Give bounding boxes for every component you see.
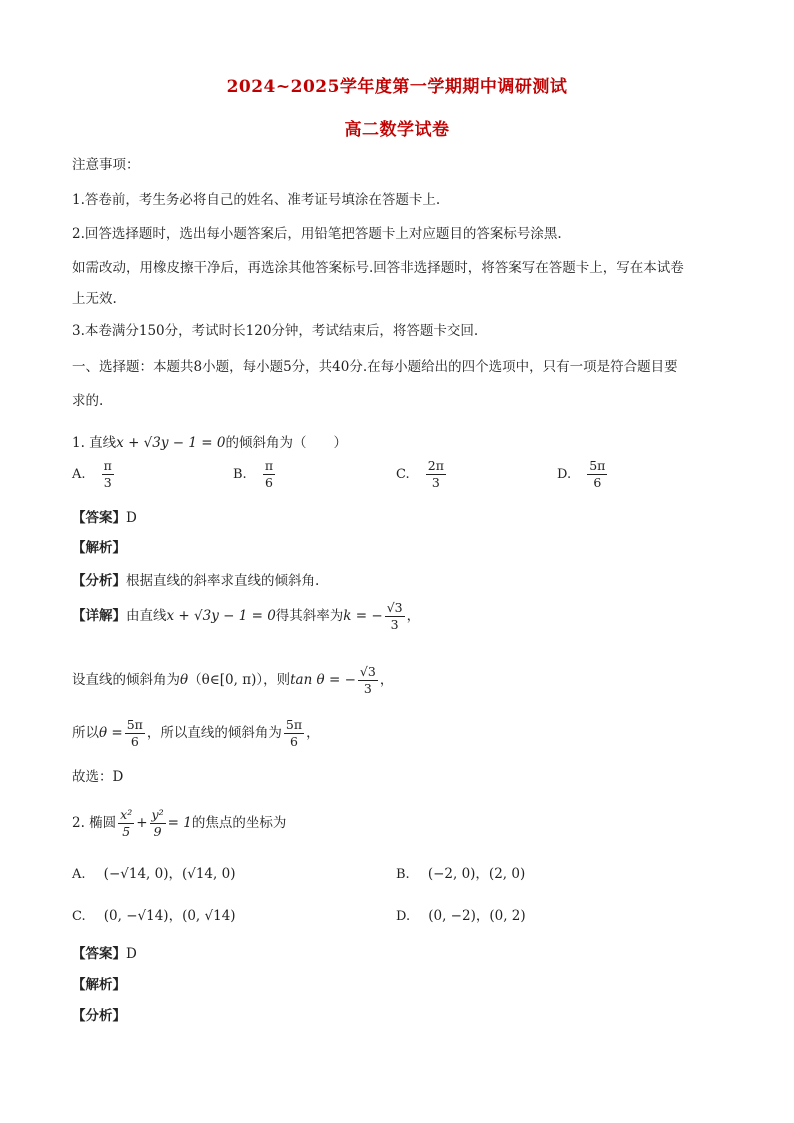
q2-option-d-text: (0, −2)，(0, 2) [428,908,526,924]
q1-detail-c: ， [406,608,421,624]
q1-detail-frac-num: √3 [386,600,403,615]
q1-set [72,664,393,697]
exam-title: 2024~2025学年度第一学期期中调研测试 [226,77,568,97]
q1-option-c [396,458,448,491]
notes-item-3: 3.本卷满分150分，考试时长120分钟，考试结束后，将答题卡交回. [72,323,479,339]
notes-item-2b: 如需改动，用橡皮擦干净后，再选涂其他答案标号.回答非选择题时，将答案写在答题卡上，写在本试卷 [72,260,684,276]
q1-option-c-den: 3 [431,475,440,490]
q2-option-c-text: (0, −√14)，(0, √14) [103,908,236,924]
q1-set-frac-den: 3 [363,681,372,696]
q1-so-frac2-den: 6 [290,734,298,749]
q1-option-b-den: 6 [264,475,273,490]
notes-item-2a: 2.回答选择题时，选出每小题答案后，用铅笔把答题卡上对应题目的答案标号涂黑. [72,226,562,242]
q1-set-frac-num: √3 [359,664,376,679]
q1-fenxi-tag: 【分析】 [72,573,126,589]
q1-set-range: （θ∈[0, π)），则 [188,672,291,688]
q1-set-a: 设直线的倾斜角为 [72,672,180,688]
q2-analysis-tag: 【解析】 [72,977,126,993]
q1-option-c-label: C. [396,467,410,482]
q2-five: 5 [122,824,131,839]
exam-subtitle: 高二数学试卷 [344,120,450,140]
q1-detail-k: k = − [343,608,383,624]
q2-fenxi-tag: 【分析】 [72,1008,126,1024]
q2-suffix: 的焦点的坐标为 [191,815,287,831]
q1-option-a-label: A. [72,467,86,482]
q2-option-d [396,904,526,924]
q1-option-c-num: 2π [427,458,444,473]
q1-option-a-num: π [103,458,112,473]
q2-x2: x² [120,807,133,822]
q1-option-b [233,458,277,491]
q2-option-d-label: D. [396,909,411,924]
q1-analysis-tag: 【解析】 [72,540,126,556]
q2-option-b-label: B. [396,867,410,882]
q2-option-c-label: C. [72,909,86,924]
q2-option-a-text: (−√14, 0)，(√14, 0) [103,866,236,882]
q2-prefix: 2. 椭圆 [72,815,117,831]
q1-detail-eq: x + √3y − 1 = 0 [166,608,276,624]
q2-y2: y² [151,807,164,822]
q1-so-theta: θ = [99,725,123,741]
q1-option-a [72,458,116,491]
q1-option-b-label: B. [233,467,247,482]
q1-option-d-label: D. [557,467,572,482]
q1-option-d-num: 5π [589,458,606,473]
q1-choice: 故选：D [72,769,124,785]
q2-plus: + [136,815,148,831]
q1-option-b-num: π [264,458,274,473]
q2-option-a-label: A. [72,867,86,882]
q1-so-frac1-num: 5π [126,717,143,732]
q1-stem [72,431,347,451]
q1-set-theta: θ [180,672,189,688]
q1-suffix: 的倾斜角为（ ） [225,435,347,451]
q1-option-d [557,458,609,491]
q1-option-a-den: 3 [103,475,112,490]
q2-option-a [72,862,235,882]
q1-answer-tag: 【答案】 [72,510,126,526]
q1-so-a: 所以 [72,725,99,741]
q2-nine: 9 [153,824,162,839]
q1-detail-tag: 【详解】 [72,608,126,624]
q1-set-end: ， [379,672,394,688]
q1-detail [72,600,420,633]
notes-item-1: 1.答卷前，考生务必将自己的姓名、准考证号填涂在答题卡上. [72,192,441,208]
q1-so-frac2-num: 5π [285,717,303,732]
q2-option-b [396,862,525,882]
q2-answer-tag: 【答案】 [72,946,126,962]
q1-equation: x + √3y − 1 = 0 [116,435,226,451]
q2-eq1: = 1 [167,815,192,831]
q1-so-frac1-den: 6 [130,734,139,749]
q1-fenxi [72,569,319,589]
q1-detail-a: 由直线 [126,608,167,624]
notes-item-2c: 上无效. [72,291,117,307]
q1-detail-frac-den: 3 [390,617,399,632]
q2-option-c [72,904,236,924]
q1-option-d-den: 6 [593,475,602,490]
q1-answer-value: D [126,510,137,526]
q1-so-b: ，所以直线的倾斜角为 [146,725,282,741]
q2-option-b-text: (−2, 0)，(2, 0) [427,866,526,882]
q1-so [72,717,320,750]
notes-heading: 注意事项： [72,157,140,173]
section1-line1: 一、选择题：本题共8小题，每小题5分，共40分.在每小题给出的四个选项中，只有一项是符合题目要 [72,359,678,375]
q1-fenxi-text: 根据直线的斜率求直线的倾斜角. [126,573,320,589]
q1-so-c: ， [306,725,320,741]
q2-stem [72,807,286,840]
q2-answer-value: D [126,946,137,962]
q1-set-tan: tan θ = − [290,672,356,688]
q2-answer [72,942,137,962]
q1-detail-b: 得其斜率为 [275,608,344,624]
q1-prefix: 1. 直线 [72,435,117,451]
section1-line2: 求的. [72,393,104,409]
q1-answer [72,506,137,526]
